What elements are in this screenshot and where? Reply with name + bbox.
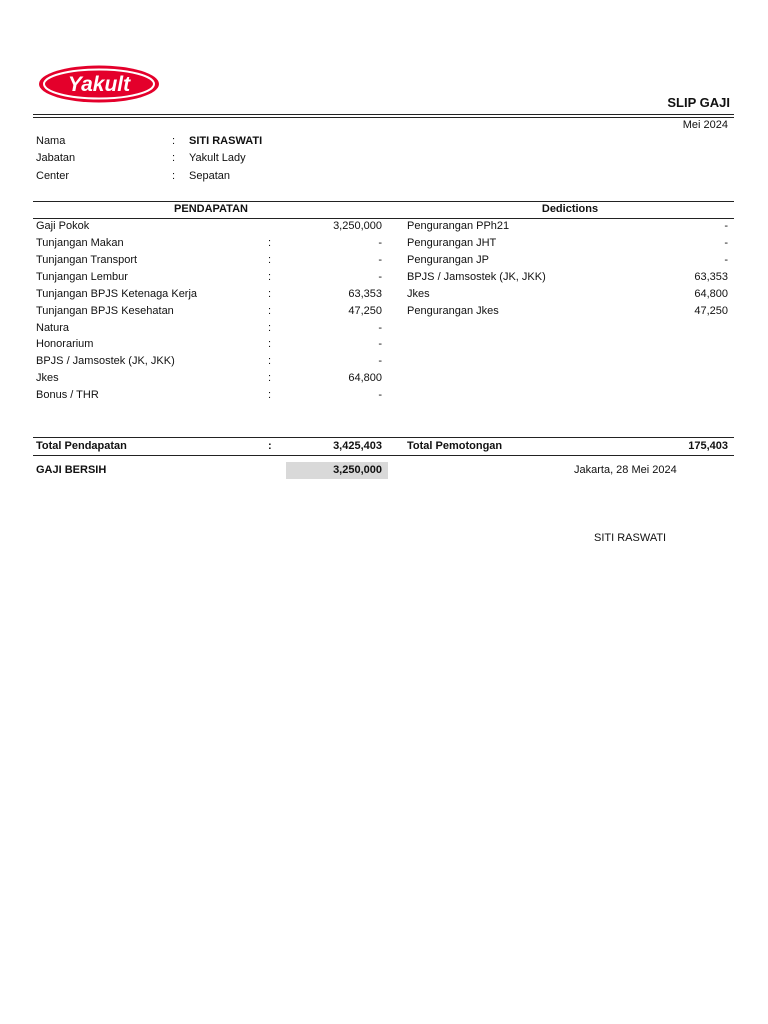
income-label: Tunjangan BPJS Ketenaga Kerja [36, 288, 198, 300]
info-colon: : [172, 135, 176, 147]
deduction-value: 64,800 [694, 288, 728, 300]
info-colon: : [172, 170, 176, 182]
income-label: Bonus / THR [36, 389, 99, 401]
employee-position: Yakult Lady [189, 152, 246, 164]
deduction-value: - [724, 237, 728, 249]
totals-bottom-border [33, 455, 734, 456]
income-colon: : [268, 237, 272, 249]
income-value: - [378, 271, 382, 283]
income-colon: : [268, 288, 272, 300]
deduction-label: Pengurangan Jkes [407, 305, 499, 317]
sign-place-date: Jakarta, 28 Mei 2024 [574, 464, 677, 476]
income-value: - [378, 338, 382, 350]
net-pay-label: GAJI BERSIH [36, 464, 107, 476]
income-colon: : [268, 355, 272, 367]
income-label: Natura [36, 322, 70, 334]
income-value: 47,250 [348, 305, 382, 317]
info-colon: : [172, 152, 176, 164]
income-value: - [378, 389, 382, 401]
income-label: Gaji Pokok [36, 220, 90, 232]
income-colon: : [268, 271, 272, 283]
income-value: - [378, 322, 382, 334]
income-value: - [378, 237, 382, 249]
income-colon: : [268, 338, 272, 350]
income-value: 63,353 [348, 288, 382, 300]
income-label: Honorarium [36, 338, 94, 350]
total-income-colon: : [268, 440, 272, 452]
svg-text:Yakult: Yakult [67, 73, 131, 96]
employee-center: Sepatan [189, 170, 230, 182]
deduction-label: BPJS / Jamsostek (JK, JKK) [407, 271, 546, 283]
income-colon: : [268, 305, 272, 317]
deduction-label: Pengurangan JHT [407, 237, 497, 249]
deduction-value: - [724, 254, 728, 266]
income-heading: PENDAPATAN [174, 203, 248, 215]
pay-period: Mei 2024 [682, 119, 728, 131]
total-income-label: Total Pendapatan [36, 440, 127, 452]
header-divider-bottom [33, 117, 734, 118]
income-value: - [378, 355, 382, 367]
info-label-jabatan: Jabatan [36, 152, 76, 164]
income-colon: : [268, 254, 272, 266]
income-label: BPJS / Jamsostek (JK, JKK) [36, 355, 175, 367]
income-value: 64,800 [348, 372, 382, 384]
income-value: 3,250,000 [333, 220, 382, 232]
signature-name: SITI RASWATI [594, 532, 667, 544]
income-label: Tunjangan Makan [36, 237, 124, 249]
employee-name: SITI RASWATI [189, 135, 263, 147]
deduction-label: Pengurangan PPh21 [407, 220, 510, 232]
income-value: - [378, 254, 382, 266]
deduction-label: Jkes [407, 288, 430, 300]
income-label: Tunjangan BPJS Kesehatan [36, 305, 174, 317]
income-colon: : [268, 322, 272, 334]
deduction-label: Pengurangan JP [407, 254, 489, 266]
total-income-value: 3,425,403 [333, 440, 382, 452]
deductions-heading: Dedictions [541, 203, 599, 215]
income-label: Jkes [36, 372, 59, 384]
yakult-logo [38, 64, 160, 104]
totals-top-border [33, 437, 734, 438]
deduction-value: 47,250 [694, 305, 728, 317]
info-label-nama: Nama [36, 135, 66, 147]
table-header-border [33, 218, 734, 219]
table-top-border [33, 201, 734, 202]
info-label-center: Center [36, 170, 70, 182]
total-deductions-value: 175,403 [688, 440, 728, 452]
header-divider-top [33, 114, 734, 115]
income-colon: : [268, 372, 272, 384]
income-colon: : [268, 389, 272, 401]
document-title: SLIP GAJI [667, 95, 730, 110]
deduction-value: - [724, 220, 728, 232]
net-pay-value: 3,250,000 [333, 464, 382, 476]
income-label: Tunjangan Lembur [36, 271, 128, 283]
income-label: Tunjangan Transport [36, 254, 138, 266]
total-deductions-label: Total Pemotongan [407, 440, 503, 452]
deduction-value: 63,353 [694, 271, 728, 283]
